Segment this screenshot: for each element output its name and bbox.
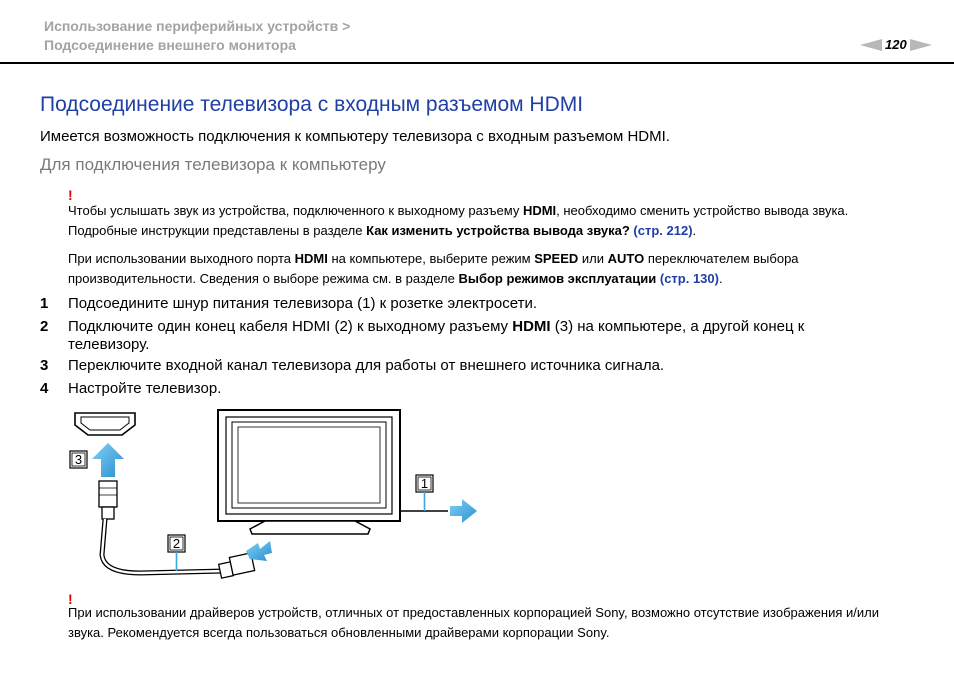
note-sony-drivers: При использовании драйверов устройств, отличных от предоставленных корпорацией Sony, возможно отсутствие изображения и/или звука. Рекомендуется всегда пользоваться обновленными драйверами корпорации Sony. <box>68 605 879 640</box>
svg-text:1: 1 <box>420 476 429 491</box>
note-audio-output: Чтобы услышать звук из устройства, подключенного к выходному разъему HDMI, необходимо сменить устройство вывода звука. Подробные инструкции представлены в разделе Как изменить устройства вывода звука? (стр. 212). <box>68 203 849 238</box>
hdmi-port-icon <box>75 413 135 435</box>
intro-paragraph: Имеется возможность подключения к компьютеру телевизора с входным разъемом HDMI. <box>40 128 670 145</box>
insert-up-arrow-icon <box>92 443 124 477</box>
page-number: 120 <box>885 37 907 52</box>
svg-text:2: 2 <box>172 536 181 551</box>
callout-1 <box>416 475 433 511</box>
svg-text:3: 3 <box>74 452 83 467</box>
step-1: 1 Подсоедините шнур питания телевизора (1) к розетке электросети. <box>40 295 537 312</box>
step-3: 3 Переключите входной канал телевизора для работы от внешнего источника сигнала. <box>40 357 665 374</box>
power-outlet-arrow-icon <box>450 499 477 523</box>
header-divider <box>0 62 954 64</box>
hdmi-plug-computer-end-icon <box>99 481 117 519</box>
warning-mark-icon: ! <box>68 187 73 203</box>
breadcrumb-line-1[interactable]: Использование периферийных устройств > <box>44 18 351 34</box>
note-performance-mode: При использовании выходного порта HDMI на компьютере, выберите режим SPEED или AUTO переключателем выбора производительности. Сведения о выборе режима см. в разделе Выбор режимов эксплуатации (стр. 130). <box>68 251 799 286</box>
callout-2 <box>168 535 185 571</box>
breadcrumb-line-2[interactable]: Подсоединение внешнего монитора <box>44 37 296 53</box>
hdmi-cable <box>102 519 225 573</box>
callout-3 <box>70 451 87 468</box>
tv-hdmi-connection-diagram <box>60 405 490 585</box>
step-2: 2 Подключите один конец кабеля HDMI (2) к выходному разъему HDMI (3) на компьютере, а другой конец к телевизору. <box>40 318 805 353</box>
link-page-130[interactable]: (стр. 130) <box>659 271 719 286</box>
page-navigator <box>860 37 932 52</box>
warning-mark-icon-2: ! <box>68 591 73 607</box>
insert-right-arrow-icon <box>246 541 272 561</box>
page-title: Подсоединение телевизора с входным разъемом HDMI <box>40 93 584 116</box>
next-page-icon[interactable] <box>910 39 932 51</box>
tv-icon <box>218 410 400 534</box>
link-page-212[interactable]: (стр. 212) <box>633 223 693 238</box>
step-4: 4 Настройте телевизор. <box>40 380 222 397</box>
previous-page-icon[interactable] <box>860 39 882 51</box>
procedure-subheading: Для подключения телевизора к компьютеру <box>40 155 386 174</box>
